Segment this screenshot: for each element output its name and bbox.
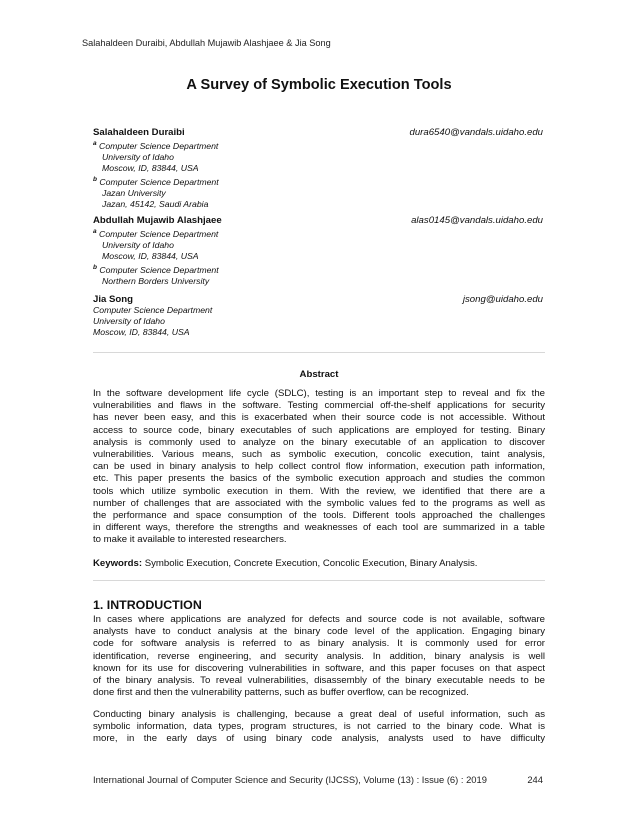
- keywords-label: Keywords:: [93, 558, 143, 569]
- affiliation-marker: b: [93, 175, 97, 183]
- affiliation-line: University of Idaho: [93, 316, 165, 326]
- text-line: analysts have to conduct analysis at the binary code level of the application. Engaging binary: [93, 626, 545, 638]
- affiliation-line: Northern Borders University: [102, 275, 210, 286]
- section-heading: 1. INTRODUCTION: [93, 598, 202, 612]
- affiliation-line: Jazan University: [102, 187, 166, 198]
- text-line: in different ways, therefore the strengths and weaknesses of each tool are summarized in a table: [93, 522, 545, 534]
- affiliation-line: Jazan, 45142, Saudi Arabia: [102, 198, 209, 209]
- affiliation-line: Moscow, ID, 83844, USA: [93, 327, 190, 337]
- divider: [93, 580, 545, 581]
- author-name: Salahaldeen Duraibi: [93, 127, 185, 138]
- affiliation-marker: b: [93, 263, 97, 271]
- text-line: tools which utilize symbolic execution in them. With the review, we identified that there are a: [93, 485, 545, 497]
- running-head: Salahaldeen Duraibi, Abdullah Mujawib Alashjaee & Jia Song: [82, 38, 331, 48]
- intro-paragraph-2: [93, 709, 545, 746]
- text-line: number of challenges that are associated with the symbolic values fed to the programs as well as: [93, 497, 545, 509]
- affiliation-line: Moscow, ID, 83844, USA: [102, 162, 199, 173]
- text-line: etc. This paper presents the basics of the symbolic execution approach and studies the common: [93, 473, 545, 485]
- keywords: [93, 558, 477, 569]
- paper-title: A Survey of Symbolic Execution Tools: [186, 77, 452, 93]
- text-line: can be used in binary analysis to help collect control flow information, execution path information,: [93, 461, 545, 473]
- text-line: vulnerabilities and flaws in the software. Testing commercial off-the-shelf applications for security: [93, 400, 545, 412]
- text-line: more, in the early days of using binary code analysis, analysts used to have difficulty: [93, 733, 545, 745]
- affiliation-marker: a: [93, 228, 97, 235]
- text-line: the performance and space consumption of the tools. Different tools approached the challenges: [93, 510, 545, 522]
- footer-journal: International Journal of Computer Science and Security (IJCSS), Volume (13) : Issue (6) : 2019: [93, 774, 487, 785]
- author-name: Abdullah Mujawib Alashjaee: [93, 215, 222, 226]
- affiliation-line: Computer Science Department: [99, 140, 219, 151]
- text-line: symbolic information, data types, program structures, is not carried to the binary code. What is: [93, 721, 545, 733]
- author-email: dura6540@vandals.uidaho.edu: [409, 127, 543, 138]
- abstract-body: [93, 388, 545, 547]
- keywords-text: Symbolic Execution, Concrete Execution, Concolic Execution, Binary Analysis.: [144, 558, 478, 569]
- text-line: access to source code, binary executables of such applications are employed for testing. Binary: [93, 424, 545, 436]
- text-line: to make it available to interested researchers.: [93, 534, 287, 546]
- author-email: jsong@uidaho.edu: [462, 294, 543, 305]
- page-footer: [93, 774, 545, 785]
- affiliation: [93, 138, 545, 210]
- text-line: analysis is commonly used to analyze on the binary executable of an application to discover: [93, 436, 545, 448]
- affiliation-line: Computer Science Department: [99, 176, 219, 187]
- text-line: of the binary analysis. To reveal vulnerabilities, disassembly of the binary executable needs to be: [93, 675, 545, 687]
- affiliation: [93, 305, 545, 338]
- author-email: alas0145@vandals.uidaho.edu: [411, 215, 543, 226]
- text-line: has never been easy, and this is exacerbated when their source code is not accessible. Without: [93, 412, 545, 424]
- intro-paragraph-1: [93, 614, 545, 699]
- text-line: In the software development life cycle (SDLC), testing is an important step to reveal and fix the: [93, 388, 545, 399]
- author-block-2: [93, 215, 545, 287]
- divider: [93, 352, 545, 353]
- text-line: identification, reverse engineering, and security analysis. In addition, binary analysis is well: [93, 650, 545, 662]
- text-line: Conducting binary analysis is challenging, because a great deal of useful information, such as: [93, 709, 545, 720]
- affiliation-line: University of Idaho: [102, 239, 174, 250]
- affiliation-line: Moscow, ID, 83844, USA: [102, 250, 199, 261]
- affiliation-line: Computer Science Department: [93, 305, 213, 315]
- text-line: done first and then the vulnerability patterns, such as buffer overflow, can be recognized.: [93, 687, 469, 699]
- text-line: In cases where applications are analyzed for defects and source code is not available, software: [93, 614, 545, 625]
- text-line: vulnerabilities. Various means, such as symbolic execution, concolic execution, taint analysis,: [93, 449, 545, 461]
- affiliation-marker: a: [93, 140, 97, 147]
- affiliation: [93, 226, 545, 287]
- affiliation-line: Computer Science Department: [99, 264, 219, 275]
- abstract-heading: Abstract: [299, 369, 339, 380]
- affiliation-line: University of Idaho: [102, 151, 174, 162]
- text-line: code for software analysis is referred to as binary analysis. It is commonly used for error: [93, 638, 545, 650]
- author-block-1: [93, 127, 545, 210]
- author-name: Jia Song: [93, 294, 133, 305]
- page-number: 244: [527, 774, 543, 785]
- text-line: known for its use for discovering vulnerabilities in software, and this paper focuses on that aspect: [93, 662, 545, 674]
- affiliation-line: Computer Science Department: [99, 228, 219, 239]
- author-block-3: [93, 294, 545, 338]
